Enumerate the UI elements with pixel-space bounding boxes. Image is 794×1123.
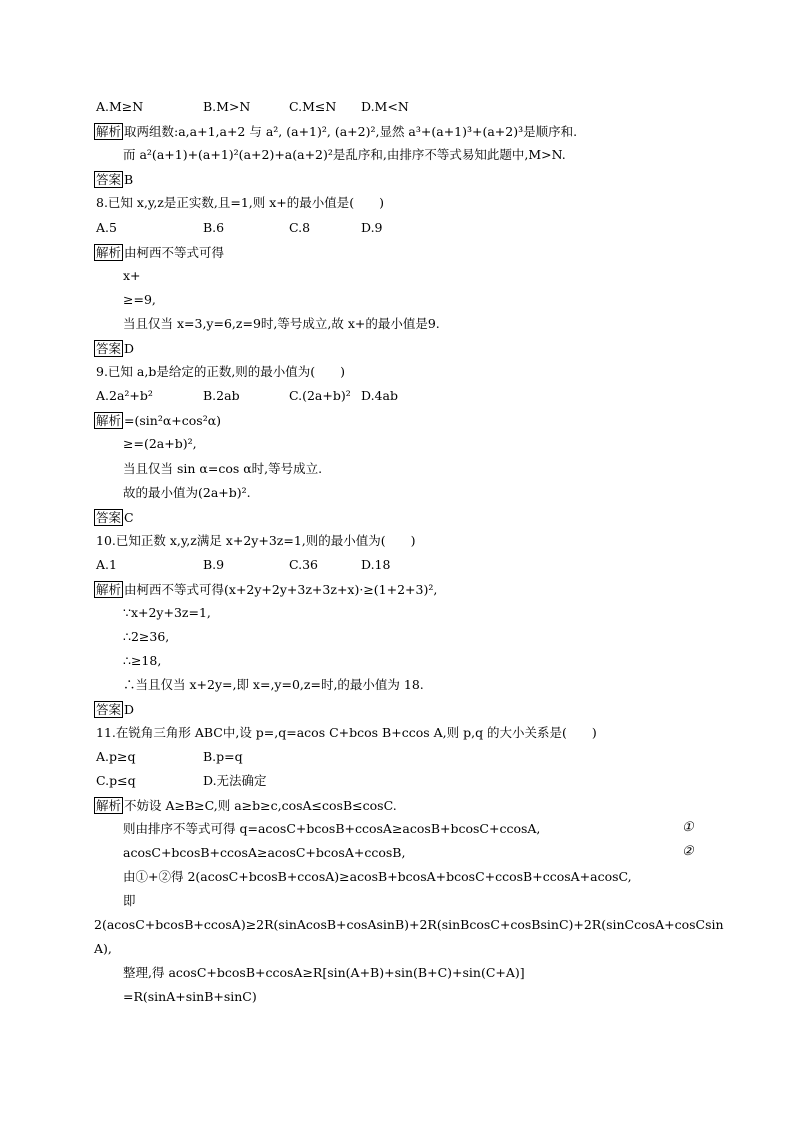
option-1: D.无法确定 — [203, 773, 267, 788]
option-3: D.9 — [361, 220, 383, 235]
option-1: B.6 — [203, 220, 225, 235]
option-2: C.M≤N — [289, 99, 337, 114]
text-line — [94, 917, 724, 933]
line-text: ∴2≥36, — [123, 629, 170, 644]
text-line — [94, 171, 133, 188]
text-line — [123, 653, 161, 669]
line-text: 由柯西不等式可得 — [124, 245, 225, 260]
text-line — [123, 268, 141, 284]
text-line — [123, 461, 322, 477]
text-line — [94, 581, 437, 598]
text-line — [94, 941, 112, 957]
text-line — [94, 509, 134, 526]
line-text: ∵x+2y+3z=1, — [123, 605, 211, 620]
text-line — [96, 220, 421, 236]
line-text: 不妨设 A≥B≥C,则 a≥b≥c,cosA≤cosB≤cosC. — [124, 798, 397, 813]
line-text: 9.已知 a,b是给定的正数,则的最小值为( ) — [96, 364, 346, 379]
line-text: C — [124, 510, 134, 525]
option-0: A.2a²+b² — [96, 388, 153, 403]
text-line — [123, 436, 197, 452]
text-line — [94, 701, 134, 718]
text-line — [123, 292, 156, 308]
answer-label: 答案 — [96, 172, 122, 187]
text-line — [96, 99, 421, 115]
text-line — [123, 845, 405, 861]
line-text: D — [124, 341, 135, 356]
option-0: A.1 — [96, 557, 117, 572]
text-line — [96, 388, 421, 404]
answer-label: 答案 — [96, 510, 122, 525]
option-3: D.M<N — [361, 99, 409, 114]
option-0: A.p≥q — [96, 749, 136, 764]
equation-marker: ② — [682, 844, 694, 859]
text-line — [123, 989, 257, 1005]
answer-label: 答案 — [96, 702, 122, 717]
text-line — [123, 485, 251, 501]
text-line — [96, 773, 289, 789]
line-text: 由柯西不等式可得(x+2y+2y+3z+3z+x)·≥(1+2+3)², — [124, 582, 438, 597]
text-line — [94, 412, 221, 429]
text-line — [123, 605, 211, 621]
text-line — [96, 195, 384, 211]
analysis-label: 解析 — [96, 245, 122, 260]
option-1: B.2ab — [203, 388, 240, 403]
text-line — [94, 244, 224, 261]
line-text: 则由排序不等式可得 q=acosC+bcosB+ccosA≥acosB+bcosC+ccosA, — [123, 821, 541, 836]
line-text: B — [124, 172, 134, 187]
line-text: 故的最小值为(2a+b)². — [123, 485, 251, 500]
line-text: D — [124, 702, 135, 717]
text-line — [96, 533, 416, 549]
line-text: 10.已知正数 x,y,z满足 x+2y+3z=1,则的最小值为( ) — [96, 533, 416, 548]
option-1: B.9 — [203, 557, 225, 572]
text-line — [123, 677, 424, 693]
option-0: A.5 — [96, 220, 117, 235]
option-2: C.36 — [289, 557, 318, 572]
text-line — [94, 123, 577, 140]
analysis-label: 解析 — [96, 124, 122, 139]
text-line — [123, 965, 525, 981]
line-text: acosC+bcosB+ccosA≥acosC+bcosA+ccosB, — [123, 845, 406, 860]
line-text: =R(sinA+sinB+sinC) — [123, 989, 257, 1004]
option-1: B.M>N — [203, 99, 251, 114]
line-text: ∴当且仅当 x+2y=,即 x=,y=0,z=时,的最小值为 18. — [123, 677, 424, 692]
text-line — [96, 725, 597, 741]
line-text: x+ — [123, 268, 141, 283]
line-text: ≥=9, — [123, 292, 156, 307]
line-text: ≥=(2a+b)², — [123, 436, 197, 451]
option-1: B.p=q — [203, 749, 243, 764]
option-2: C.(2a+b)² — [289, 388, 351, 403]
text-line — [123, 629, 169, 645]
answer-label: 答案 — [96, 341, 122, 356]
text-line — [123, 869, 632, 885]
line-text: 即 — [123, 893, 136, 908]
line-text: 而 a²(a+1)+(a+1)²(a+2)+a(a+2)²是乱序和,由排序不等式易知此题中,M>N. — [123, 147, 566, 162]
line-text: 整理,得 acosC+bcosB+ccosA≥R[sin(A+B)+sin(B+C)+sin(C+A)] — [123, 965, 525, 980]
line-text: ∴≥18, — [123, 653, 162, 668]
analysis-label: 解析 — [96, 413, 122, 428]
line-text: 11.在锐角三角形 ABC中,设 p=,q=acos C+bcos B+ccos A,则 p,q 的大小关系是( ) — [96, 725, 597, 740]
option-0: C.p≤q — [96, 773, 136, 788]
text-line — [123, 147, 566, 163]
option-2: C.8 — [289, 220, 311, 235]
text-line — [123, 821, 540, 837]
option-3: D.18 — [361, 557, 391, 572]
text-line — [96, 557, 421, 573]
line-text: 取两组数:a,a+1,a+2 与 a², (a+1)², (a+2)²,显然 a³+(a+1)³+(a+2)³是顺序和. — [124, 124, 578, 139]
line-text: 当且仅当 sin α=cos α时,等号成立. — [123, 461, 323, 476]
line-text: 由①+②得 2(acosC+bcosB+ccosA)≥acosB+bcosA+bcosC+ccosB+ccosA+acosC, — [123, 869, 632, 884]
line-text: 8.已知 x,y,z是正实数,且=1,则 x+的最小值是( ) — [96, 195, 385, 210]
text-line — [96, 749, 289, 765]
line-text: 当且仅当 x=3,y=6,z=9时,等号成立,故 x+的最小值是9. — [123, 316, 440, 331]
line-text: =(sin²α+cos²α) — [124, 413, 222, 428]
line-text: A), — [94, 941, 112, 956]
equation-marker: ① — [682, 820, 694, 835]
analysis-label: 解析 — [96, 798, 122, 813]
text-line — [94, 340, 134, 357]
analysis-label: 解析 — [96, 582, 122, 597]
text-line — [96, 364, 345, 380]
text-line — [123, 316, 440, 332]
line-text: 2(acosC+bcosB+ccosA)≥2R(sinAcosB+cosAsinB)+2R(sinBcosC+cosBsinC)+2R(sinCcosA+cosCsin — [94, 917, 724, 932]
option-3: D.4ab — [361, 388, 398, 403]
text-line — [123, 893, 136, 909]
text-line — [94, 797, 397, 814]
option-0: A.M≥N — [96, 99, 144, 114]
